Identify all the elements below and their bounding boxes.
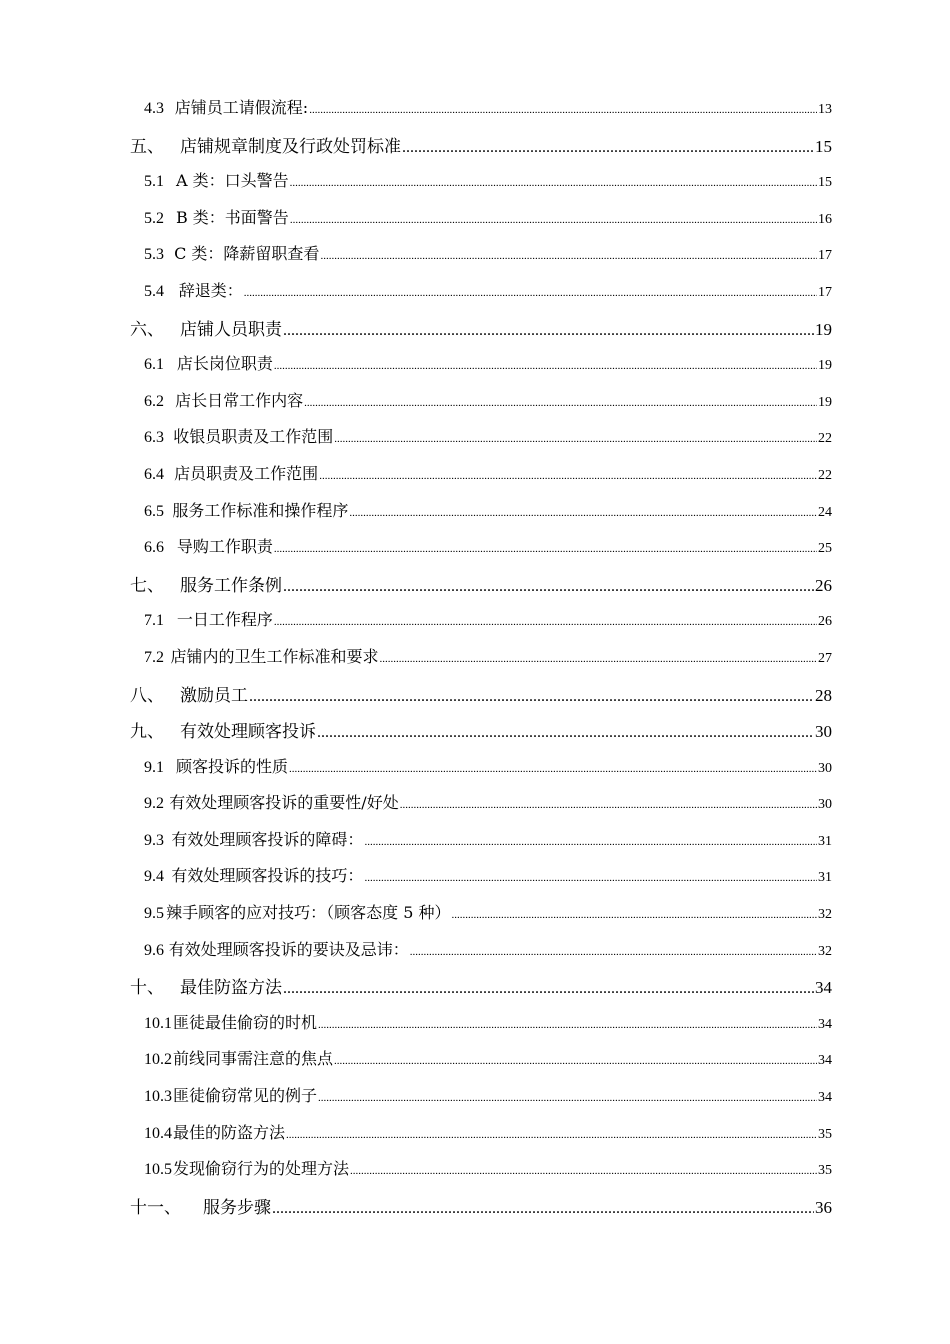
- toc-entry-title: 店铺人员职责: [180, 319, 282, 340]
- toc-entry-chapter-8[interactable]: [130, 681, 832, 718]
- toc-entry-title: 有效处理顾客投诉的重要性/好处: [169, 793, 399, 813]
- toc-entry-9-2[interactable]: [130, 790, 832, 827]
- toc-entry-number: 十一、: [130, 1197, 181, 1218]
- toc-entry-title: 辣手顾客的应对技巧：（顾客态度 5 种）: [166, 903, 451, 923]
- dot-leader: [452, 909, 817, 921]
- dot-leader: [319, 470, 817, 482]
- toc-entry-page: 17: [818, 248, 832, 264]
- toc-entry-number: 八、: [130, 685, 164, 706]
- dot-leader: [318, 1019, 817, 1031]
- toc-entry-page: 34: [815, 978, 832, 998]
- toc-entry-chapter-10[interactable]: [130, 973, 832, 1010]
- toc-entry-number: 6.5: [144, 502, 164, 520]
- toc-entry-title: 辞退类：: [178, 280, 243, 300]
- dot-leader: [320, 250, 817, 262]
- toc-entry-number: 10.3: [144, 1088, 172, 1106]
- table-of-contents: [130, 95, 832, 1229]
- dot-leader: [364, 836, 817, 848]
- toc-entry-6-3[interactable]: [130, 424, 832, 461]
- toc-entry-number: 7.1: [144, 612, 164, 630]
- toc-entry-title: 有效处理顾客投诉的要诀及忌讳：: [168, 939, 409, 959]
- toc-entry-10-1[interactable]: [130, 1010, 832, 1047]
- dot-leader: [304, 397, 817, 409]
- dot-leader: [249, 688, 814, 706]
- dot-leader: [350, 1165, 817, 1177]
- toc-entry-title: 匪徒最佳偷窃的时机: [173, 1012, 318, 1032]
- toc-entry-title: 店长日常工作内容: [175, 390, 304, 410]
- toc-entry-title: 有效处理顾客投诉的技巧：: [171, 866, 364, 886]
- toc-entry-title: 前线同事需注意的焦点: [173, 1049, 334, 1069]
- toc-entry-number: 9.3: [144, 831, 164, 849]
- toc-entry-title: 发现偷窃行为的处理方法: [173, 1159, 350, 1179]
- toc-entry-title: 店铺内的卫生工作标准和要求: [170, 646, 379, 666]
- toc-entry-page: 34: [818, 1016, 832, 1032]
- toc-entry-chapter-6[interactable]: [130, 315, 832, 352]
- dot-leader: [380, 653, 817, 665]
- toc-entry-page: 19: [818, 394, 832, 410]
- toc-entry-6-2[interactable]: [130, 388, 832, 425]
- toc-entry-page: 30: [818, 797, 832, 813]
- toc-entry-page: 19: [818, 358, 832, 374]
- dot-leader: [274, 616, 817, 628]
- toc-entry-number: 5.1: [144, 173, 164, 191]
- toc-entry-title: B 类：书面警告: [175, 207, 289, 227]
- toc-entry-4-3[interactable]: [130, 95, 832, 132]
- toc-entry-6-1[interactable]: [130, 351, 832, 388]
- toc-entry-number: 10.1: [144, 1014, 172, 1032]
- toc-entry-number: 六、: [130, 319, 164, 340]
- toc-entry-number: 6.6: [144, 539, 164, 557]
- dot-leader: [402, 139, 814, 157]
- toc-entry-number: 七、: [130, 575, 164, 596]
- toc-entry-number: 6.1: [144, 356, 164, 374]
- toc-entry-title: 服务步骤: [203, 1197, 271, 1218]
- toc-entry-title: 店员职责及工作范围: [174, 463, 319, 483]
- toc-entry-number: 5.3: [144, 246, 164, 264]
- toc-entry-6-5[interactable]: [130, 498, 832, 535]
- dot-leader: [290, 214, 817, 226]
- toc-entry-10-3[interactable]: [130, 1083, 832, 1120]
- toc-entry-number: 5.2: [144, 209, 164, 227]
- toc-entry-title: 店长岗位职责: [176, 354, 273, 374]
- dot-leader: [349, 507, 817, 519]
- toc-entry-6-4[interactable]: [130, 461, 832, 498]
- toc-entry-9-1[interactable]: [130, 754, 832, 791]
- toc-entry-page: 25: [818, 541, 832, 557]
- toc-entry-9-5[interactable]: [130, 900, 832, 937]
- toc-entry-number: 十、: [130, 978, 164, 999]
- toc-entry-number: 6.4: [144, 465, 164, 483]
- toc-entry-page: 36: [815, 1197, 832, 1217]
- toc-entry-title: C 类：降薪留职查看: [174, 244, 320, 264]
- toc-entry-page: 31: [818, 833, 832, 849]
- toc-entry-number: 4.3: [144, 100, 164, 117]
- toc-entry-title: 最佳防盗方法: [180, 978, 282, 999]
- toc-entry-page: 22: [818, 431, 832, 447]
- toc-entry-title: 激励员工: [180, 685, 248, 706]
- toc-entry-chapter-9[interactable]: [130, 717, 832, 754]
- toc-entry-title: 有效处理顾客投诉的障碍：: [171, 829, 364, 849]
- toc-entry-page: 34: [818, 1090, 832, 1106]
- toc-entry-page: 26: [815, 575, 832, 595]
- toc-entry-5-3[interactable]: [130, 241, 832, 278]
- dot-leader: [274, 543, 817, 555]
- toc-entry-title: 服务工作条例: [180, 575, 282, 596]
- dot-leader: [400, 799, 817, 811]
- dot-leader: [318, 1092, 817, 1104]
- toc-entry-page: 17: [818, 284, 832, 300]
- toc-entry-title: 顾客投诉的性质: [176, 756, 289, 776]
- toc-entry-number: 九、: [130, 722, 164, 743]
- toc-entry-9-4[interactable]: [130, 863, 832, 900]
- toc-entry-page: 32: [818, 907, 832, 923]
- dot-leader: [364, 872, 817, 884]
- toc-entry-number: 10.2: [144, 1051, 172, 1069]
- toc-entry-9-6[interactable]: [130, 937, 832, 974]
- toc-entry-number: 9.2: [144, 795, 164, 813]
- toc-entry-title: 店铺员工请假流程:: [174, 98, 309, 117]
- toc-entry-number: 9.6: [144, 941, 164, 959]
- dot-leader: [283, 578, 814, 596]
- toc-entry-number: 9.1: [144, 758, 164, 776]
- toc-entry-title: 收银员职责及工作范围: [173, 427, 334, 447]
- toc-entry-7-2[interactable]: [130, 644, 832, 681]
- dot-leader: [317, 724, 814, 742]
- toc-entry-title: 店铺规章制度及行政处罚标准: [180, 136, 401, 157]
- toc-entry-page: 16: [818, 211, 832, 227]
- toc-entry-page: 31: [818, 870, 832, 886]
- toc-entry-title: 一日工作程序: [176, 610, 273, 630]
- toc-entry-7-1[interactable]: [130, 607, 832, 644]
- dot-leader: [283, 980, 814, 998]
- toc-entry-5-4[interactable]: [130, 278, 832, 315]
- toc-entry-page: 30: [818, 760, 832, 776]
- toc-entry-title: 服务工作标准和操作程序: [172, 500, 349, 520]
- toc-entry-title: A 类：口头警告: [175, 171, 289, 191]
- dot-leader: [334, 433, 817, 445]
- toc-entry-title: 导购工作职责: [176, 537, 273, 557]
- toc-entry-page: 26: [818, 614, 832, 630]
- toc-entry-page: 13: [818, 102, 832, 117]
- toc-entry-title: 匪徒偷窃常见的例子: [173, 1086, 318, 1106]
- toc-entry-chapter-7[interactable]: [130, 571, 832, 608]
- toc-entry-page: 28: [815, 685, 832, 705]
- toc-entry-10-5[interactable]: [130, 1156, 832, 1193]
- toc-entry-10-2[interactable]: [130, 1046, 832, 1083]
- dot-leader: [290, 177, 817, 189]
- toc-entry-10-4[interactable]: [130, 1120, 832, 1157]
- dot-leader: [244, 287, 817, 299]
- dot-leader: [283, 322, 814, 340]
- toc-entry-page: 15: [818, 175, 832, 191]
- toc-entry-6-6[interactable]: [130, 534, 832, 571]
- toc-entry-page: 15: [815, 136, 832, 156]
- toc-entry-number: 6.2: [144, 392, 164, 410]
- toc-entry-page: 22: [818, 467, 832, 483]
- dot-leader: [410, 946, 817, 958]
- dot-leader: [289, 763, 817, 775]
- toc-entry-number: 10.5: [144, 1161, 172, 1179]
- toc-entry-number: 9.4: [144, 868, 164, 886]
- toc-entry-page: 35: [818, 1163, 832, 1179]
- toc-entry-page: 32: [818, 943, 832, 959]
- toc-entry-page: 24: [818, 504, 832, 520]
- toc-entry-page: 35: [818, 1126, 832, 1142]
- toc-entry-9-3[interactable]: [130, 827, 832, 864]
- toc-entry-title: 最佳的防盗方法: [173, 1122, 286, 1142]
- toc-entry-number: 10.4: [144, 1124, 172, 1142]
- toc-entry-chapter-5[interactable]: [130, 132, 832, 169]
- toc-entry-chapter-11[interactable]: [130, 1193, 832, 1230]
- toc-entry-number: 7.2: [144, 648, 164, 666]
- toc-entry-page: 30: [815, 722, 832, 742]
- dot-leader: [274, 360, 817, 372]
- toc-entry-5-2[interactable]: [130, 205, 832, 242]
- toc-entry-number: 6.3: [144, 429, 164, 447]
- toc-entry-number: 9.5: [144, 905, 164, 923]
- dot-leader: [309, 104, 817, 116]
- dot-leader: [272, 1200, 814, 1218]
- dot-leader: [286, 1129, 817, 1141]
- toc-entry-page: 34: [818, 1053, 832, 1069]
- toc-entry-page: 19: [815, 319, 832, 339]
- toc-entry-title: 有效处理顾客投诉: [180, 722, 316, 743]
- toc-entry-page: 27: [818, 650, 832, 666]
- toc-entry-number: 五、: [130, 136, 164, 157]
- toc-entry-5-1[interactable]: [130, 168, 832, 205]
- dot-leader: [334, 1055, 817, 1067]
- toc-entry-number: 5.4: [144, 282, 164, 300]
